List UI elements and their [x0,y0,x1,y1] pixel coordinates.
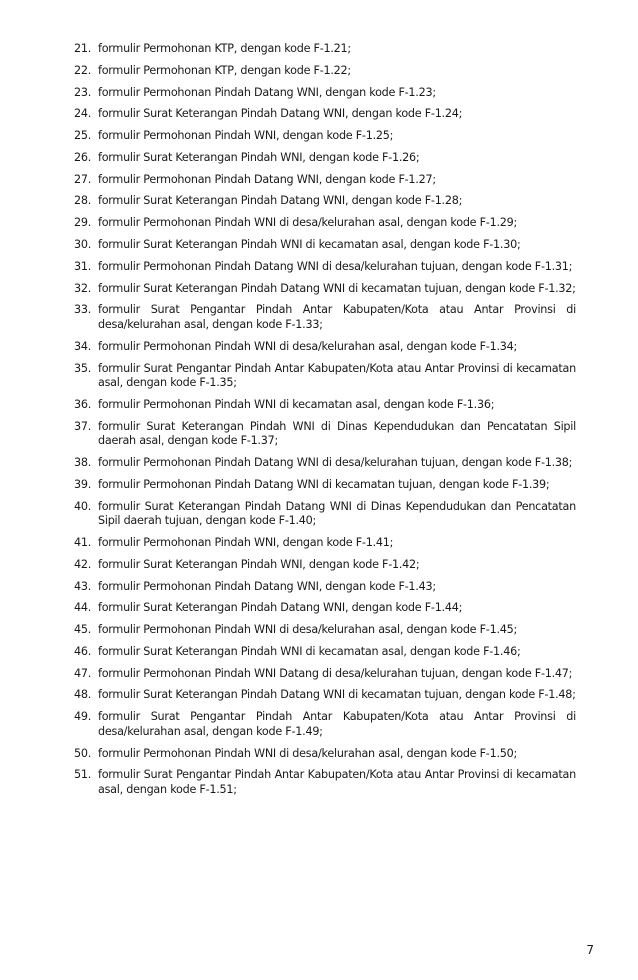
list-item [74,456,576,471]
list-item [74,710,576,739]
list-item-text: formulir Surat Keterangan Pindah WNI, dengan kode F-1.26; [98,150,420,164]
list-item [74,558,576,573]
form-list [74,42,576,805]
list-item-number: 35. [74,361,92,375]
list-item-text: formulir Permohonan Pindah WNI di desa/kelurahan asal, dengan kode F-1.50; [98,746,518,760]
list-item [74,536,576,551]
list-item-text: formulir Surat Keterangan Pindah Datang WNI di kecamatan tujuan, dengan kode F-1.48; [98,688,576,702]
list-item-number: 23. [74,85,92,99]
list-item-number: 24. [74,107,92,121]
list-item-text: formulir Permohonan KTP, dengan kode F-1.21; [98,42,351,55]
list-item-text: formulir Permohonan Pindah WNI, dengan kode F-1.25; [98,129,394,143]
list-item-text: formulir Surat Pengantar Pindah Antar Kabupaten/Kota atau Antar Provinsi di desa/kelurahan asal, dengan kode F-1.49; [98,710,576,738]
list-item-text: formulir Permohonan Pindah Datang WNI, dengan kode F-1.43; [98,579,436,593]
list-item-number: 38. [74,456,92,470]
list-item [74,580,576,595]
list-item-number: 31. [74,259,92,273]
list-item-number: 51. [74,768,92,782]
list-item [74,173,576,188]
list-item-text: formulir Surat Pengantar Pindah Antar Kabupaten/Kota atau Antar Provinsi di kecamatan asal, dengan kode F-1.35; [98,361,576,390]
list-item [74,623,576,638]
list-item-text: formulir Surat Pengantar Pindah Antar Kabupaten/Kota atau Antar Provinsi di desa/kelurahan asal, dengan kode F-1.33; [98,303,576,331]
list-item-number: 44. [74,601,92,615]
list-item [74,420,576,449]
list-item [74,478,576,493]
list-item-number: 30. [74,238,92,252]
list-item [74,86,576,101]
list-item-text: formulir Permohonan Pindah WNI di desa/kelurahan asal, dengan kode F-1.34; [98,339,518,353]
list-item-number: 39. [74,477,92,491]
list-item-number: 40. [74,499,92,513]
list-item [74,151,576,166]
list-item-number: 47. [74,666,92,680]
list-item-number: 34. [74,339,92,353]
list-item [74,688,576,703]
list-item-text: formulir Surat Keterangan Pindah WNI di kecamatan asal, dengan kode F-1.30; [98,238,521,252]
list-item-text: formulir Surat Keterangan Pindah WNI di Dinas Kependudukan dan Pencatatan Sipil daerah asal, dengan kode F-1.37; [98,419,576,448]
list-item [74,282,576,297]
list-item [74,645,576,660]
list-item-text: formulir Surat Keterangan Pindah Datang WNI, dengan kode F-1.24; [98,107,463,121]
list-item-text: formulir Surat Keterangan Pindah Datang WNI, dengan kode F-1.28; [98,194,463,208]
list-item-number: 21. [74,42,92,55]
list-item [74,107,576,122]
list-item-number: 36. [74,397,92,411]
list-item-text: formulir Permohonan Pindah Datang WNI di desa/kelurahan tujuan, dengan kode F-1.31; [98,259,573,273]
list-item-text: formulir Permohonan Pindah WNI, dengan kode F-1.41; [98,536,394,549]
list-item [74,601,576,616]
list-item-number: 41. [74,536,92,549]
list-item-text: formulir Permohonan KTP, dengan kode F-1.22; [98,63,351,77]
list-item-text: formulir Surat Keterangan Pindah WNI di kecamatan asal, dengan kode F-1.46; [98,644,521,658]
list-item-number: 43. [74,579,92,593]
list-item-number: 45. [74,623,92,637]
list-item [74,238,576,253]
list-item-number: 33. [74,303,92,317]
list-item-number: 46. [74,644,92,658]
page-number: 7 [586,943,594,957]
list-item-text: formulir Permohonan Pindah WNI di kecamatan asal, dengan kode F-1.36; [98,397,495,411]
list-item [74,216,576,231]
list-item [74,129,576,144]
list-item-number: 48. [74,688,92,702]
list-item [74,340,576,355]
list-item [74,260,576,275]
list-item-number: 27. [74,172,92,186]
list-item [74,362,576,391]
list-item-text: formulir Permohonan Pindah Datang WNI di kecamatan tujuan, dengan kode F-1.39; [98,477,550,491]
list-item-text: formulir Permohonan Pindah Datang WNI di desa/kelurahan tujuan, dengan kode F-1.38; [98,456,573,470]
list-item-number: 37. [74,419,92,433]
list-item [74,667,576,682]
list-item-number: 26. [74,150,92,164]
list-item [74,64,576,79]
list-item-number: 49. [74,710,92,724]
list-item-text: formulir Permohonan Pindah WNI di desa/kelurahan asal, dengan kode F-1.45; [98,623,518,637]
list-item-number: 42. [74,557,92,571]
list-item [74,500,576,529]
list-item [74,768,576,797]
list-item-text: formulir Surat Keterangan Pindah Datang WNI, dengan kode F-1.44; [98,601,463,615]
list-item [74,398,576,413]
list-item-number: 22. [74,63,92,77]
list-item-text: formulir Permohonan Pindah Datang WNI, dengan kode F-1.27; [98,172,436,186]
list-item-text: formulir Surat Keterangan Pindah Datang WNI di kecamatan tujuan, dengan kode F-1.32; [98,281,576,295]
list-item-number: 28. [74,194,92,208]
list-item-number: 25. [74,129,92,143]
list-item-text: formulir Permohonan Pindah WNI Datang di desa/kelurahan tujuan, dengan kode F-1.47; [98,666,573,680]
list-item-text: formulir Permohonan Pindah WNI di desa/kelurahan asal, dengan kode F-1.29; [98,216,518,230]
list-item-text: formulir Surat Keterangan Pindah Datang WNI di Dinas Kependudukan dan Pencatatan Sipil daerah tujuan, dengan kode F-1.40; [98,499,576,528]
list-item-text: formulir Permohonan Pindah Datang WNI, dengan kode F-1.23; [98,85,436,99]
list-item-number: 50. [74,746,92,760]
list-item-text: formulir Surat Pengantar Pindah Antar Kabupaten/Kota atau Antar Provinsi di kecamatan asal, dengan kode F-1.51; [98,768,576,796]
list-item-number: 29. [74,216,92,230]
list-item [74,303,576,332]
list-item-number: 32. [74,281,92,295]
list-item [74,194,576,209]
list-item-text: formulir Surat Keterangan Pindah WNI, dengan kode F-1.42; [98,557,420,571]
list-item [74,747,576,762]
list-item [74,42,576,57]
